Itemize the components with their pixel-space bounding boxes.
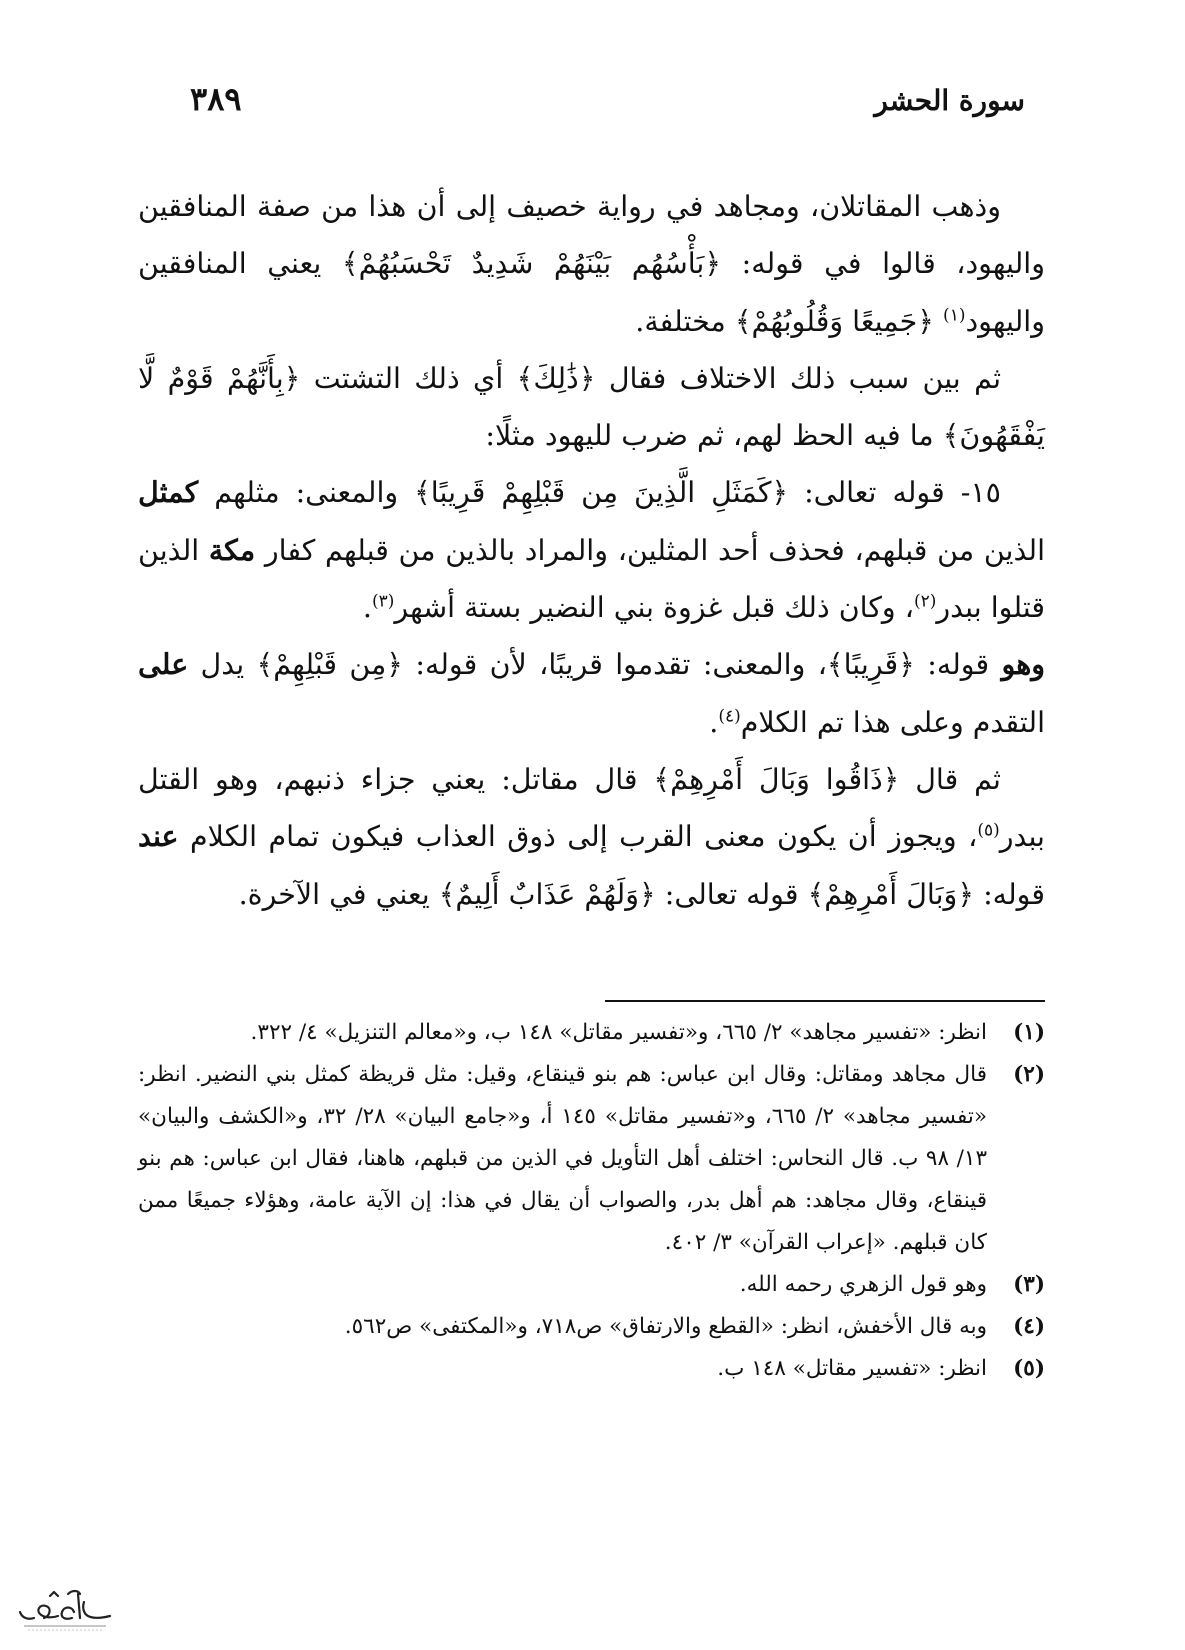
quran-verse: ﴿ذَاقُوا وَبَالَ أَمْرِهِمْ﴾ bbox=[653, 762, 900, 796]
paragraph-3 bbox=[138, 464, 1045, 636]
footnote-ref[interactable]: (١) bbox=[943, 305, 966, 326]
text-span: ١٥- قوله تعالى: bbox=[788, 476, 1001, 510]
text-span: يعني في الآخرة. bbox=[238, 877, 439, 911]
text-span: ، ويجوز أن يكون معنى القرب إلى ذوق العذاب فيكون تمام الكلام bbox=[178, 820, 978, 854]
quran-verse: ﴿بَأْسُهُم بَيْنَهُمْ شَدِيدٌ تَحْسَبُهُمْ﴾ bbox=[341, 247, 722, 281]
footnote-number: (١) bbox=[1013, 1020, 1045, 1045]
bold-word: على bbox=[138, 647, 189, 682]
paragraph-4 bbox=[138, 636, 1045, 751]
footnote-number: (٣) bbox=[1013, 1272, 1045, 1297]
footnotes bbox=[138, 1012, 1045, 1390]
text-span: ، والمعنى: تقدموا قريبًا، لأن قوله: bbox=[403, 648, 827, 682]
page-number: ٣٨٩ bbox=[190, 80, 242, 118]
quran-verse: ﴿مِن قَبْلِهِمْ﴾ bbox=[256, 648, 403, 682]
text-span: يعني المنافقين واليهود bbox=[138, 247, 1045, 338]
footnote-4 bbox=[138, 1306, 1045, 1348]
text-span: . bbox=[709, 705, 719, 739]
text-span: وذهب المقاتلان، ومجاهد في رواية خصيف إلى أن هذا من صفة المنافقين واليهود، قالوا في قوله: bbox=[138, 190, 1045, 281]
bold-word: مكة bbox=[208, 532, 256, 567]
footnote-3 bbox=[138, 1264, 1045, 1306]
page-header bbox=[190, 80, 1025, 124]
paragraph-5 bbox=[138, 751, 1045, 923]
surah-title: سورة الحشر bbox=[874, 84, 1025, 117]
text-span: أي ذلك التشتت bbox=[300, 361, 517, 395]
quran-verse: ﴿كَمَثَلِ الَّذِينَ مِن قَبْلِهِمْ قَرِيبًا﴾ bbox=[414, 476, 789, 510]
text-span: ما فيه الحظ لهم، ثم ضرب لليهود مثلًا: bbox=[485, 419, 943, 453]
footnote-number: (٤) bbox=[1013, 1314, 1045, 1339]
text-span: الذين من قبلهم، فحذف أحد المثلين، والمراد بالذين من قبلهم كفار bbox=[255, 533, 1046, 567]
text-span: الذين قتلوا ببدر bbox=[138, 533, 1045, 625]
paragraph-2 bbox=[138, 350, 1045, 465]
text-span: ، وكان ذلك قبل غزوة بني النضير بستة أشهر bbox=[394, 591, 914, 625]
footnote-ref[interactable]: (٢) bbox=[913, 591, 937, 612]
footnote-1 bbox=[138, 1012, 1045, 1054]
quran-verse: ﴿وَبَالَ أَمْرِهِمْ﴾ bbox=[807, 877, 975, 911]
bold-word: عند bbox=[138, 819, 179, 854]
text-span: قوله: bbox=[914, 648, 1002, 682]
quran-verse: ﴿وَلَهُمْ عَذَابٌ أَلِيمٌ﴾ bbox=[438, 877, 656, 911]
footnote-text: وهو قول الزهري رحمه الله. bbox=[739, 1272, 987, 1297]
footnote-text: وبه قال الأخفش، انظر: «القطع والارتفاق» ص٧١٨، و«المكتفى» ص٥٦٢. bbox=[344, 1314, 987, 1339]
text-span: ثم بين سبب ذلك الاختلاف فقال bbox=[595, 361, 1002, 395]
text-span: قوله تعالى: bbox=[655, 877, 808, 911]
footnote-5 bbox=[138, 1348, 1045, 1390]
text-span: يدل bbox=[188, 648, 257, 682]
footnote-text: قال مجاهد ومقاتل: وقال ابن عباس: هم بنو قينقاع، وقيل: مثل قريظة كمثل بني النضير. انظر: «تفسير مجاهد» ٢/ ٦٦٥، و«تفسير مقاتل» ١٤٥ أ، و«جامع البيان» ٢٨/ ٣٢، و«الكشف والبيان» ١٣/ ٩٨ ب. قال النحاس: اختلف أهل التأويل في الذين من قبلهم، هاهنا، فقال ابن عباس: هم بنو قينقاع، وقال مجاهد: هم أهل بدر، والصواب أن يقال في هذا: إن الآية عامة، وهؤلاء جميعًا ممن كان قبلهم. «إعراب القرآن» ٣/ ٤٠٢. bbox=[138, 1062, 988, 1255]
bold-word: وهو bbox=[1001, 647, 1046, 682]
text-span: . bbox=[362, 591, 372, 625]
quran-verse: ﴿ذَٰلِكَ﴾ bbox=[516, 361, 596, 395]
quran-verse: ﴿بِأَنَّهُمْ قَوْمٌ لَّا يَفْقَهُونَ﴾ bbox=[138, 361, 1045, 453]
paragraph-1 bbox=[138, 178, 1045, 350]
publisher-logo bbox=[14, 1572, 116, 1634]
footnote-ref[interactable]: (٣) bbox=[371, 591, 395, 612]
footnote-2 bbox=[138, 1054, 1045, 1264]
footnote-text: انظر: «تفسير مجاهد» ٢/ ٦٦٥، و«تفسير مقاتل» ١٤٨ ب، و«معالم التنزيل» ٤/ ٣٢٢. bbox=[250, 1020, 987, 1045]
text-span: التقدم وعلى هذا تم الكلام bbox=[740, 705, 1045, 739]
quran-verse: ﴿جَمِيعًا وَقُلُوبُهُمْ﴾ bbox=[734, 304, 934, 338]
footnote-ref[interactable]: (٥) bbox=[977, 820, 1000, 841]
footnote-separator bbox=[605, 1000, 1045, 1002]
text-span bbox=[934, 305, 943, 338]
footnote-text: انظر: «تفسير مقاتل» ١٤٨ ب. bbox=[717, 1356, 987, 1381]
text-span: قال مقاتل: يعني جزاء ذنبهم، وهو القتل ببدر bbox=[138, 762, 1045, 854]
text-span: مختلفة. bbox=[635, 304, 735, 338]
quran-verse: ﴿قَرِيبًا﴾ bbox=[826, 648, 915, 682]
bold-word: كمثل bbox=[138, 475, 199, 510]
text-span: قوله: bbox=[974, 877, 1045, 911]
footnote-ref[interactable]: (٤) bbox=[718, 706, 741, 727]
text-span: ثم قال bbox=[899, 762, 1001, 796]
footnote-number: (٢) bbox=[1013, 1062, 1045, 1087]
text-span: والمعنى: مثلهم bbox=[198, 476, 415, 510]
main-text bbox=[138, 178, 1045, 923]
footnote-number: (٥) bbox=[1013, 1356, 1045, 1381]
